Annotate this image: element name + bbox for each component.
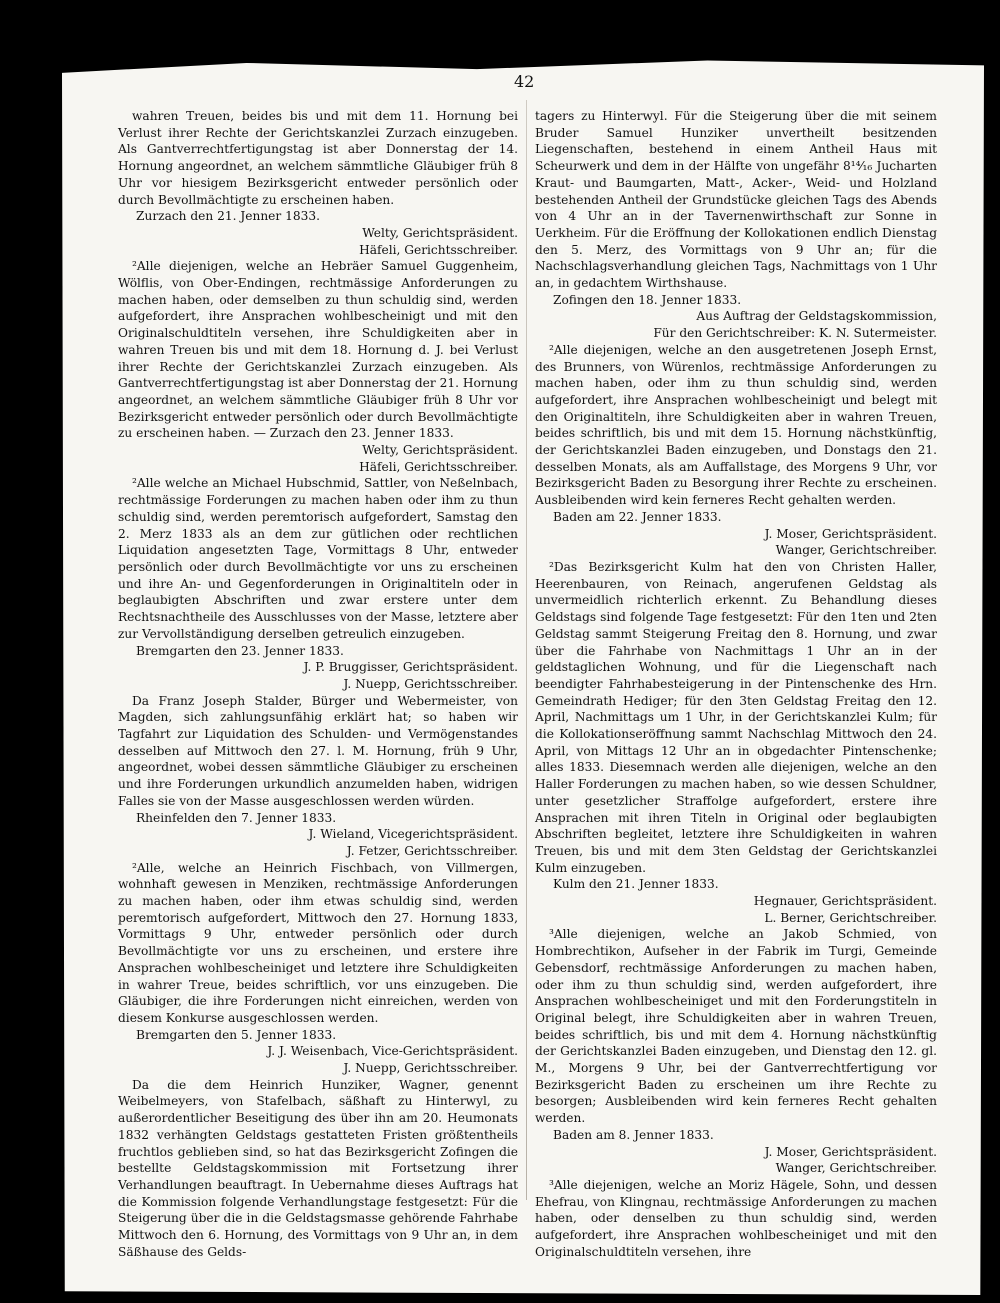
notice-paragraph: ²Alle diejenigen, welche an Hebräer Samuel Guggenheim, Wölflis, von Ober-Endingen, rechtmässige Anforderungen zu machen haben, oder demselben zu thun schuldig sind, werden aufgefordert, ihre Ansprachen wohlbescheinigt und mit den Originalschuldtiteln versehen, ihre Schuldigkeiten aber in wahren Treuen bis und mit dem 18. Hornung d. J. bei Verlust ihrer Rechte der Gerichtskanzlei Zurzach einzugeben. Als Gantverrechtfertigungstag ist aber Donnerstag der 21. Hornung angeordnet, an welchem sämmtliche Gläubiger früh 8 Uhr vor Bezirksgericht entweder persönlich oder durch Bevollmächtigte zu erscheinen haben. — Zurzach den 23. Jenner 1833. [118,259,518,441]
signature-line: J. J. Weisenbach, Vice-Gerichtspräsident. [267,1044,518,1059]
right-column [535,108,937,1261]
signature-line: J. Wieland, Vicegerichtspräsident. [308,827,518,842]
notice-paragraph: ³Alle diejenigen, welche an Moriz Hägele, Sohn, und dessen Ehefrau, von Klingnau, rechtmässige Anforderungen zu machen haben, oder denselben zu thun schuldig sind, werden aufgefordert, ihre Ansprachen wohlbescheiniget und mit den Originalschuldtiteln versehen, ihre [535,1178,937,1259]
signature-line: Welty, Gerichtspräsident. [362,443,518,458]
left-column [118,108,518,1261]
signature-line: J. Fetzer, Gerichtsschreiber. [346,843,518,858]
dateline: Zofingen den 18. Jenner 1833. [553,292,742,307]
signature-line: Wanger, Gerichtschreiber. [775,1161,937,1176]
dateline: Baden am 22. Jenner 1833. [553,509,722,524]
dateline: Kulm den 21. Jenner 1833. [553,877,719,892]
notice-paragraph: ²Alle, welche an Heinrich Fischbach, von Villmergen, wohnhaft gewesen in Menziken, rechtmässige Anforderungen zu machen haben, oder ihm etwas schuldig sind, werden peremtorisch aufgefordert, Mittwoch den 27. Hornung 1833, Vormittags 9 Uhr, entweder persönlich oder durch Bevollmächtigte vor uns zu erscheinen, und erstere ihre Ansprachen wohlbescheiniget und letztere ihre Schuldigkeiten in wahrer Treue, beides schriftlich, vor uns einzugeben. Die Gläubiger, die ihre Forderungen nicht einreichen, werden von diesem Konkurse ausgeschlossen werden. [118,860,518,1025]
notice-paragraph: ²Das Bezirksgericht Kulm hat den von Christen Haller, Heerenbauren, von Reinach, angerufenen Geldstag als unvermeidlich richterlich erkennt. Zu Behandlung dieses Geldstags sind folgende Tage festgesetzt: Für den 1ten und 2ten Geldstag sammt Steigerung Freitag den 8. Hornung, und zwar über die Fahrhabe von Nachmittags 1 Uhr an in der geldstaglichen Wohnung, und für die Liegenschaft nach beendigter Fahrhabesteigerung in der Pintenschenke des Hrn. Gemeindrath Hediger; für den 3ten Geldstag Freitag den 12. April, Nachmittags um 1 Uhr, in der Gerichtskanzlei Kulm; für die Kollokationseröffnung sammt Nachschlag Mittwoch den 24. April, von Mittags 12 Uhr an in obgedachter Pintenschenke; alles 1833. Diesemnach werden alle diejenigen, welche an den Haller Forderungen zu machen haben, so wie dessen Schuldner, unter gesetzlicher Straffolge aufgefordert, erstere ihre Ansprachen mit ihren Titeln in Original oder beglaubigten Abschriften begleitet, letztere ihre Schuldigkeiten in wahren Treuen, bis und mit dem 3ten Geldstag der Gerichtskanzlei Kulm einzugeben. [535,559,937,875]
signature-line: Häfeli, Gerichtsschreiber. [359,459,518,474]
column-divider [526,100,527,1200]
signature-line: Häfeli, Gerichtsschreiber. [359,242,518,257]
signature-line: Hegnauer, Gerichtspräsident. [753,894,937,909]
notice-paragraph: tagers zu Hinterwyl. Für die Steigerung über die mit seinem Bruder Samuel Hunziker unvertheilt besitzenden Liegenschaften, bestehend in einem Antheil Haus mit Scheurwerk und dem in der Hälfte von ungefähr 8¹⁴⁄₁₆ Jucharten Kraut- und Baumgarten, Matt-, Acker-, Weid- und Holzland bestehenden Antheil der Grundstücke gleichen Tags des Abends von 4 Uhr an in der Tavernenwirthschaft zur Sonne in Uerkheim. Für die Eröffnung der Kollokationen endlich Dienstag den 5. Merz, des Vormittags von 9 Uhr an; für die Nachschlagsverhandlung gleichen Tags, Nachmittags von 1 Uhr an, in gedachtem Wirthshause. [535,109,937,291]
signature-line: Welty, Gerichtspräsident. [362,225,518,240]
dateline: Bremgarten den 23. Jenner 1833. [136,643,344,658]
signature-line: J. Nuepp, Gerichtsschreiber. [343,1061,518,1076]
notice-paragraph: Da die dem Heinrich Hunziker, Wagner, genennt Weibelmeyers, von Stafelbach, säßhaft zu Hinterwyl, zu außerordentlicher Beseitigung des über ihn am 20. Heumonats 1832 verhängten Geldstags gestatteten Fristen größtentheils fruchtlos geblieben sind, so hat das Bezirksgericht Zofingen die bestellte Geldstagskommission mit Fortsetzung ihrer Verhandlungen beauftragt. In Uebernahme dieses Auftrags hat die Kommission folgende Verhandlungstage festgesetzt: Für die Steigerung über die in die Geldstagsmasse gehörende Fahrhabe Mittwoch den 6. Hornung, des Vormittags von 9 Uhr an, in dem Säßhause des Gelds- [118,1077,518,1259]
signature-line: J. Moser, Gerichtspräsident. [764,526,937,541]
dateline: Zurzach den 21. Jenner 1833. [136,209,320,224]
notice-paragraph: ³Alle diejenigen, welche an Jakob Schmied, von Hombrechtikon, Aufseher in der Fabrik im Turgi, Gemeinde Gebensdorf, rechtmässige Anforderungen zu machen haben, oder ihm zu thun schuldig sind, werden aufgefordert, ihre Ansprachen wohlbescheiniget und mit den Forderungstiteln in Original belegt, ihre Schuldigkeiten aber in wahren Treuen, beides schriftlich, bis und mit dem 4. Hornung nächstkünftig der Gerichtskanzlei Baden einzugeben, und Dienstag den 12. gl. M., Morgens 9 Uhr, bei der Gantverrechtfertigung vor Bezirksgericht Baden zu erscheinen um ihre Rechte zu besorgen; Ausbleibenden wird kein ferneres Recht gehalten werden. [535,927,937,1126]
signature-line: Wanger, Gerichtschreiber. [775,543,937,558]
notice-paragraph: wahren Treuen, beides bis und mit dem 11. Hornung bei Verlust ihrer Rechte der Gerichtskanzlei Zurzach einzugeben. Als Gantverrechtfertigungstag ist aber Donnerstag der 14. Hornung angeordnet, an welchem sämmtliche Gläubiger früh 8 Uhr vor hiesigem Bezirksgericht entweder persönlich oder durch Bevollmächtigte zu erscheinen haben. [118,109,518,207]
notice-paragraph: ²Alle diejenigen, welche an den ausgetretenen Joseph Ernst, des Brunners, von Würenlos, rechtmässige Anforderungen zu machen haben, oder ihm zu thun schuldig sind, werden aufgefordert, ihre Ansprachen wohlbescheinigt und belegt mit den Originaltiteln, ihre Schuldigkeiten aber in wahren Treuen, beides schriftlich, bis und mit dem 15. Hornung nächstkünftig, der Gerichtskanzlei Baden einzugeben, und Donstags den 21. desselben Monats, als am Auffallstage, des Morgens 9 Uhr, vor Bezirksgericht Baden zu Besorgung ihrer Rechte zu erscheinen. Ausbleibenden wird kein ferneres Recht gehalten werden. [535,342,937,508]
notice-paragraph: Da Franz Joseph Stalder, Bürger und Webermeister, von Magden, sich zahlungsunfähig erklärt hat; so haben wir Tagfahrt zur Liquidation des Schulden- und Vermögenstandes desselben auf Mittwoch den 27. l. M. Hornung, früh 9 Uhr, angeordnet, wobei dessen sämmtliche Gläubiger zu erscheinen und ihre Forderungen urkundlich anzumelden haben, widrigen Falles sie von der Masse ausgeschlossen werden würden. [118,693,518,808]
dateline: Rheinfelden den 7. Jenner 1833. [136,810,337,825]
signature-line: L. Berner, Gerichtschreiber. [764,910,937,925]
page-number: 42 [514,72,535,91]
dateline: Bremgarten den 5. Jenner 1833. [136,1027,337,1042]
notice-paragraph: ²Alle welche an Michael Hubschmid, Sattler, von Neßelnbach, rechtmässige Forderungen zu machen haben oder ihm zu thun schuldig sind, werden peremtorisch aufgefordert, Samstag den 2. Merz 1833 als an dem zur gütlichen oder rechtlichen Liquidation angesetzten Tage, Vormittags 8 Uhr, entweder persönlich oder durch Bevollmächtigte vor uns zu erscheinen und ihre An- und Gegenforderungen in Originaltiteln oder in beglaubigten Abschriften und zwar erstere unter dem Rechtsnachtheile des Ausschlusses von der Masse, letztere aber zur Vervollständigung derselben getreulich einzugeben. [118,476,518,641]
signature-line: J. Moser, Gerichtspräsident. [764,1144,937,1159]
signature-line: Für den Gerichtschreiber: K. N. Sutermeister. [653,326,937,341]
signature-line: J. P. Bruggisser, Gerichtspräsident. [303,660,518,675]
dateline: Baden am 8. Jenner 1833. [553,1127,714,1142]
signature-line: J. Nuepp, Gerichtsschreiber. [343,676,518,691]
signature-line: Aus Auftrag der Geldstagskommission, [696,309,937,324]
